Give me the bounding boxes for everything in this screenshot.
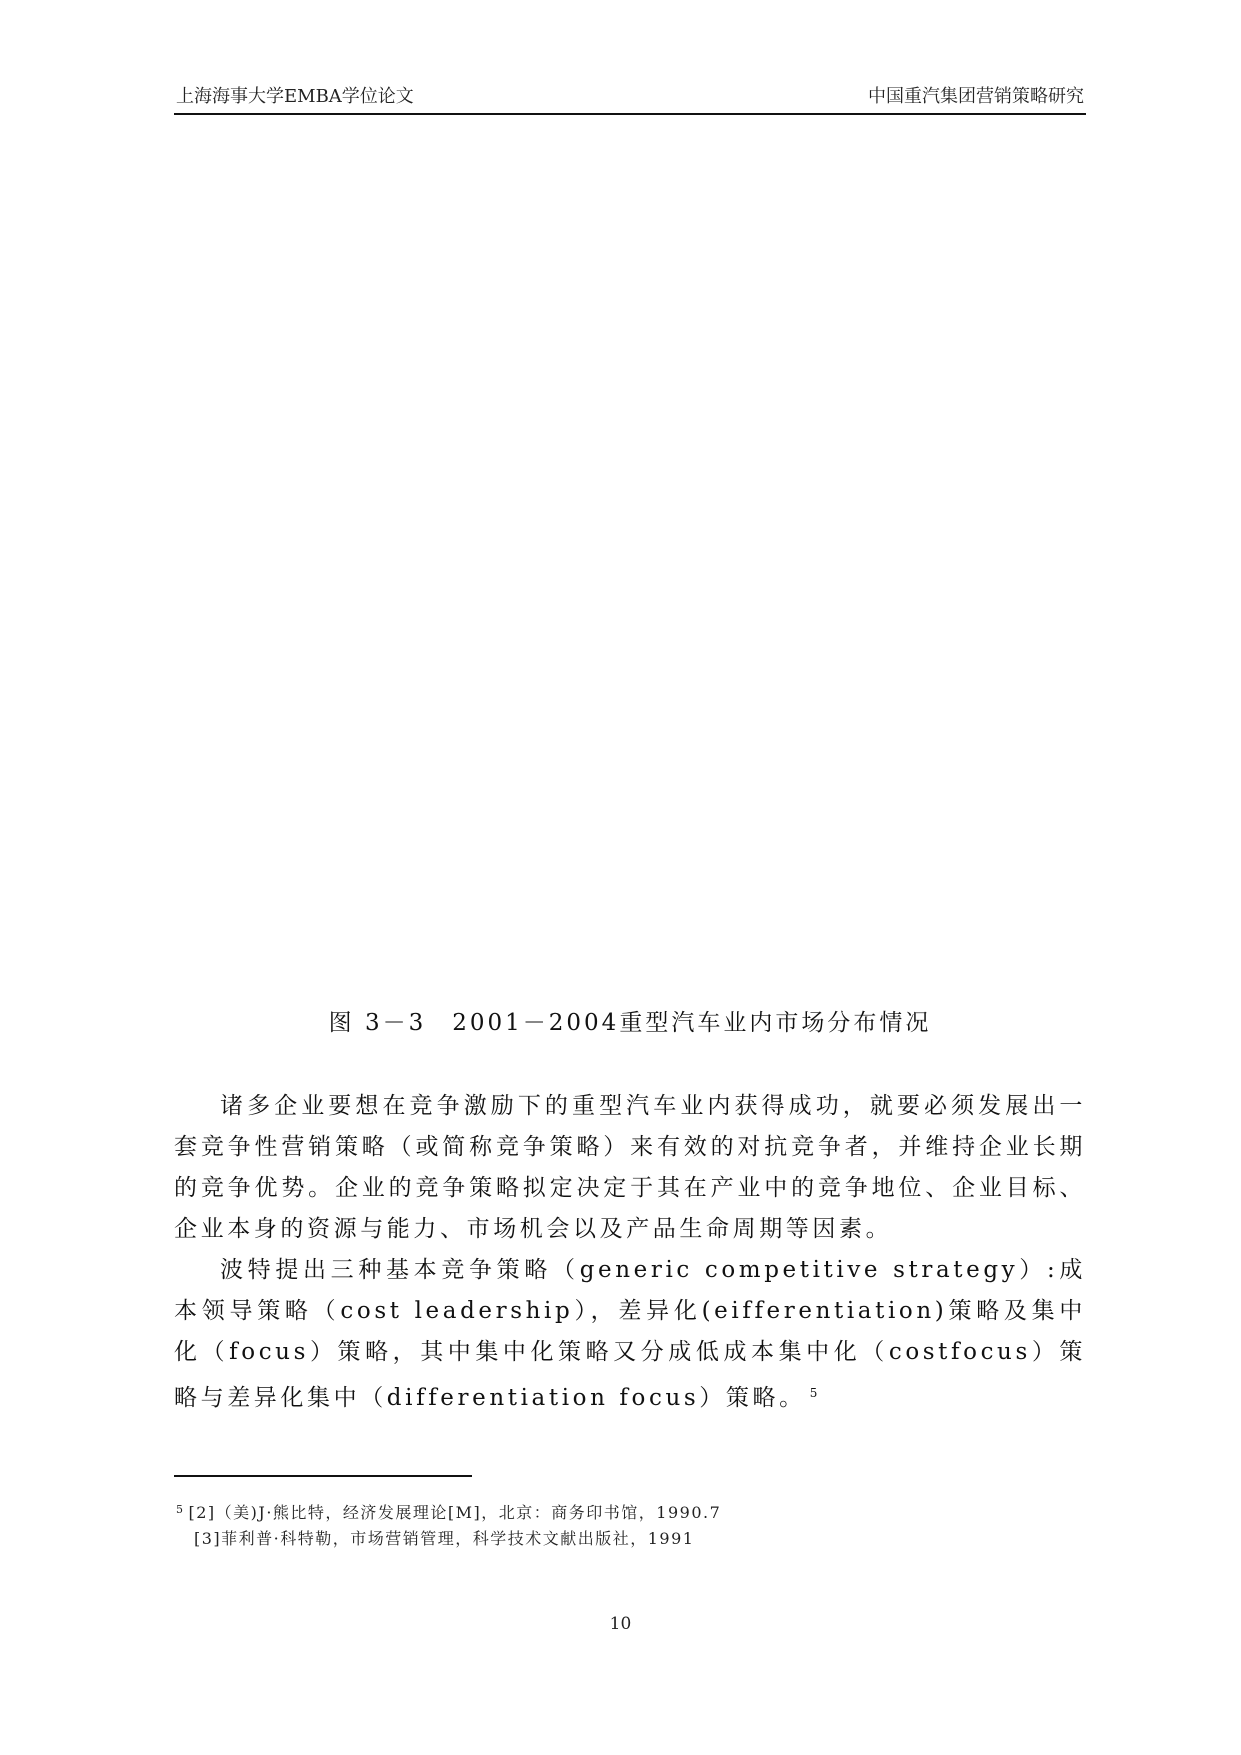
header-rule — [174, 113, 1086, 115]
header-thesis-title: 上海海事大学EMBA学位论文 — [176, 86, 414, 107]
footnote-line-2: [3]菲利普·科特勒，市场营销管理，科学技术文献出版社，1991 — [194, 1529, 695, 1548]
body-text — [174, 1086, 1086, 1419]
paragraph-2 — [174, 1250, 1086, 1419]
footnote-reference[interactable]: 5 — [809, 1386, 818, 1400]
paragraph-1-text: 诸多企业要想在竞争激励下的重型汽车业内获得成功，就要必须发展出一套竞争性营销策略（或简称竞争策略）来有效的对抗竞争者，并维持企业长期的竞争优势。企业的竞争策略拟定决定于其在产业中的竞争地位、企业目标、企业本身的资源与能力、市场机会以及产品生命周期等因素。 — [174, 1093, 1086, 1242]
figure-blank-area — [174, 130, 1086, 990]
figure-caption: 图 3－3 2001－2004重型汽车业内市场分布情况 — [328, 1010, 932, 1036]
page-header — [174, 84, 1086, 112]
footnote-rule — [174, 1475, 472, 1477]
page-number: 10 — [609, 1614, 632, 1634]
footnote-line-1 — [176, 1497, 1076, 1526]
paragraph-2-text: 波特提出三种基本竞争策略（generic competitive strategy）:成本领导策略（cost leadership），差异化(eifferentiation)策略及集中化（focus）策略，其中集中化策略又分成低成本集中化（costfocus）策略与差异化集中（differentiation focus）策略。 — [174, 1257, 1086, 1411]
paragraph-1 — [174, 1086, 1086, 1250]
footnote-marker: 5 — [176, 1503, 185, 1516]
footnote — [176, 1497, 1076, 1552]
header-paper-title: 中国重汽集团营销策略研究 — [868, 86, 1084, 107]
footnote-line-1-text: [2]（美)J·熊比特，经济发展理论[M]，北京：商务印书馆，1990.7 — [188, 1503, 722, 1522]
